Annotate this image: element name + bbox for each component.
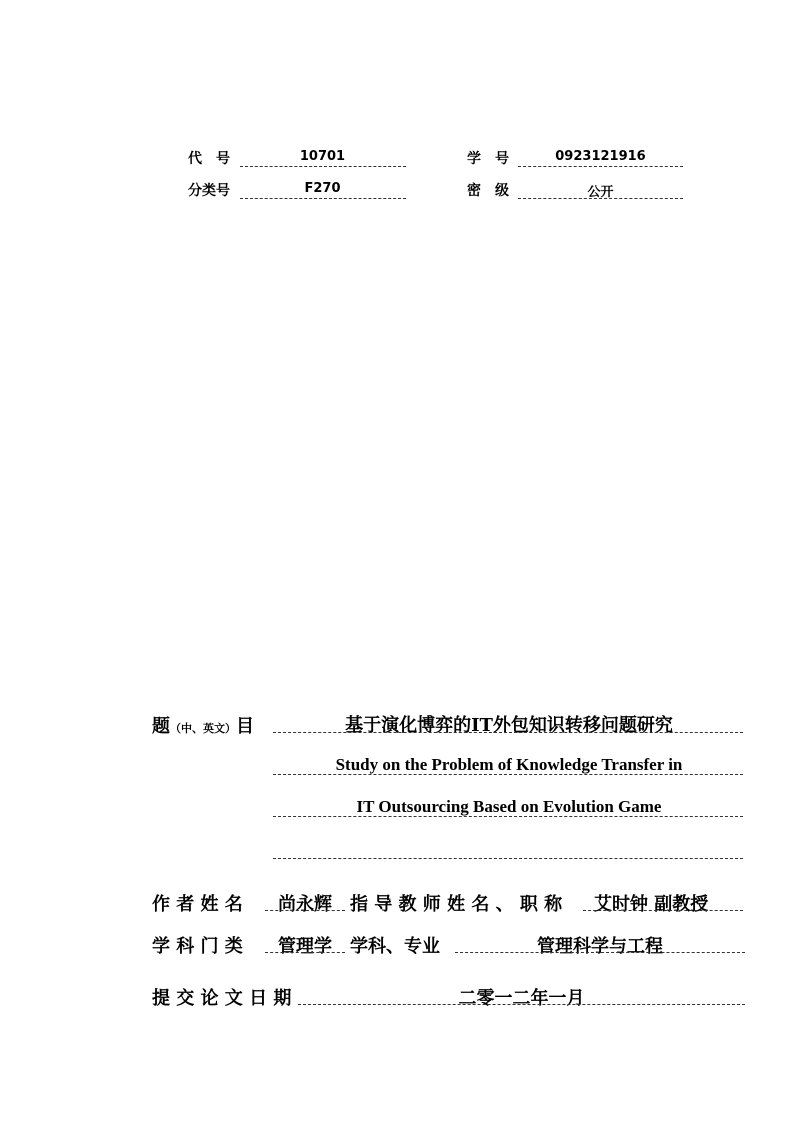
secrecy-underline bbox=[518, 198, 683, 199]
date-label: 提 交 论 文 日 期 bbox=[152, 988, 292, 1009]
title-english-line2: IT Outsourcing Based on Evolution Game bbox=[356, 797, 662, 816]
category-label: 学 科 门 类 bbox=[152, 936, 243, 957]
title-label-main-1: 题 bbox=[152, 716, 170, 737]
date-underline bbox=[298, 1004, 745, 1005]
date-value: 二零一二年一月 bbox=[458, 988, 585, 1009]
class-value: F270 bbox=[304, 181, 341, 196]
title-underline-4 bbox=[273, 858, 743, 859]
title-label-sub: （中、英文） bbox=[170, 722, 236, 735]
student-id-value: 0923121916 bbox=[555, 149, 646, 164]
author-value: 尚永辉 bbox=[278, 894, 332, 915]
student-id-underline bbox=[518, 166, 683, 167]
category-value: 管理学 bbox=[278, 936, 332, 957]
code-label: 代 号 bbox=[188, 151, 230, 167]
author-label: 作 者 姓 名 bbox=[152, 894, 243, 915]
major-value: 管理科学与工程 bbox=[537, 936, 663, 957]
title-english-line1: Study on the Problem of Knowledge Transfer in bbox=[335, 755, 683, 774]
code-underline bbox=[240, 166, 406, 167]
title-underline-3 bbox=[273, 816, 743, 817]
title-underline-2 bbox=[273, 774, 743, 775]
major-underline bbox=[455, 952, 745, 953]
advisor-label: 指 导 教 师 姓 名 、 职 称 bbox=[350, 894, 563, 915]
category-underline bbox=[265, 952, 345, 953]
author-underline bbox=[265, 910, 345, 911]
advisor-value: 艾时钟 副教授 bbox=[594, 894, 709, 915]
title-chinese: 基于演化博弈的IT外包知识转移问题研究 bbox=[345, 715, 673, 736]
secrecy-label: 密 级 bbox=[467, 183, 509, 199]
title-underline-1 bbox=[273, 732, 743, 733]
class-label: 分类号 bbox=[188, 183, 230, 199]
code-value: 10701 bbox=[299, 149, 346, 164]
title-label bbox=[152, 712, 254, 738]
class-underline bbox=[240, 198, 406, 199]
secrecy-value: 公开 bbox=[587, 185, 614, 200]
major-label: 学科、专业 bbox=[350, 936, 440, 957]
title-label-main-2: 目 bbox=[236, 716, 254, 737]
advisor-underline bbox=[583, 910, 743, 911]
student-id-label: 学 号 bbox=[467, 151, 509, 167]
